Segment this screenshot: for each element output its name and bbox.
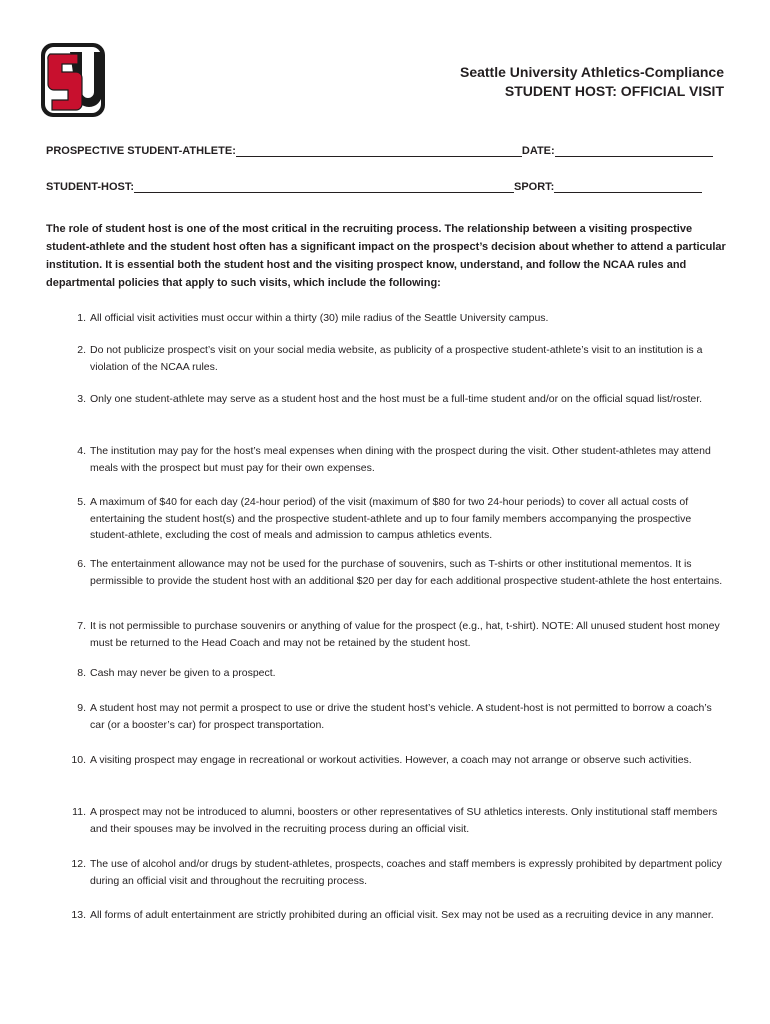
list-item	[46, 665, 726, 682]
list-item	[46, 310, 726, 327]
list-text: A prospect may not be introduced to alumni, boosters or other representatives of SU athletics interests. Only institutional staff members and their spouses may be involved in the recruiting process during an official visit.	[90, 806, 718, 835]
date-field[interactable]	[555, 144, 713, 157]
list-number: 10.	[71, 754, 86, 766]
list-number: 2.	[77, 344, 86, 356]
sport-label: SPORT:	[514, 181, 555, 193]
list-item	[46, 618, 726, 651]
seattle-university-logo	[40, 42, 106, 118]
list-number: 4.	[77, 445, 86, 457]
intro-paragraph: The role of student host is one of the most critical in the recruiting process. The relationship between a visiting prospective student-athlete and the student host often has a significant impact on the prospect’s decision about whether to attend a particular institution. It is essential both the student host and the visiting prospect know, understand, and follow the NCAA rules and departmental policies that apply to such visits, which include the following:	[46, 223, 726, 289]
list-item	[46, 752, 726, 769]
list-text: A visiting prospect may engage in recreational or workout activities. However, a coach may not arrange or observe such activities.	[90, 754, 692, 766]
list-item	[46, 494, 726, 544]
form-title: STUDENT HOST: OFFICIAL VISIT	[504, 83, 724, 99]
list-text: Do not publicize prospect’s visit on your social media website, as publicity of a prospective student-athlete’s visit to an institution is a violation of the NCAA rules.	[90, 344, 703, 373]
host-name-field[interactable]	[134, 180, 514, 193]
list-item	[46, 443, 726, 476]
list-text: The entertainment allowance may not be used for the purchase of souvenirs, such as T-shirts or other institutional mementos. It is permissible to provide the student host with an additional $20 per day for each additional prospective student-athlete the host entertains.	[90, 558, 723, 587]
list-number: 5.	[77, 496, 86, 508]
document-header	[460, 63, 724, 101]
list-item	[46, 804, 726, 837]
list-text: The institution may pay for the host’s meal expenses when dining with the prospect during the visit. Other student-athletes may attend meals with the prospect but must pay for their own expenses.	[90, 445, 711, 474]
list-number: 12.	[71, 858, 86, 870]
list-text: A student host may not permit a prospect to use or drive the student host’s vehicle. A student-host is not permitted to borrow a coach’s car (or a booster’s car) for prospect transportation.	[90, 702, 712, 731]
host-label: STUDENT-HOST:	[46, 181, 134, 193]
organization-name: Seattle University Athletics-Compliance	[459, 64, 724, 80]
list-number: 6.	[77, 558, 86, 570]
host-row	[46, 180, 702, 193]
list-item	[46, 342, 726, 375]
list-number: 3.	[77, 393, 86, 405]
list-number: 9.	[77, 702, 86, 714]
prospect-row	[46, 144, 713, 157]
sport-field[interactable]	[554, 180, 702, 193]
list-item	[46, 391, 726, 408]
list-number: 13.	[71, 909, 86, 921]
date-label: DATE:	[521, 145, 555, 157]
list-item	[46, 556, 726, 589]
list-number: 7.	[77, 620, 86, 632]
prospect-name-field[interactable]	[236, 144, 522, 157]
list-text: All official visit activities must occur within a thirty (30) mile radius of the Seattle University campus.	[90, 312, 549, 324]
list-text: It is not permissible to purchase souvenirs or anything of value for the prospect (e.g., hat, t-shirt). NOTE: All unused student host money must be returned to the Head Coach and may not be retained by the student host.	[90, 620, 720, 649]
list-text: The use of alcohol and/or drugs by student-athletes, prospects, coaches and staff members is expressly prohibited by department policy during an official visit and throughout the recruiting process.	[90, 858, 722, 887]
list-number: 11.	[72, 806, 86, 818]
list-number: 1.	[77, 312, 86, 324]
list-item	[46, 907, 726, 924]
list-text: A maximum of $40 for each day (24-hour period) of the visit (maximum of $80 for two 24-hour periods) to cover all actual costs of entertaining the student host(s) and the prospective student-athlete and up to four family members accompanying the prospective student-athlete, excluding the cost of meals and admission to campus athletics events.	[90, 496, 692, 541]
list-text: Only one student-athlete may serve as a student host and the host must be a full-time student and/or on the official squad list/roster.	[90, 393, 703, 405]
list-number: 8.	[77, 667, 86, 679]
list-item	[46, 856, 726, 889]
list-item	[46, 700, 726, 733]
list-text: Cash may never be given to a prospect.	[90, 667, 276, 679]
list-text: All forms of adult entertainment are strictly prohibited during an official visit. Sex may not be used as a recruiting device in any manner.	[90, 909, 714, 921]
prospect-label: PROSPECTIVE STUDENT-ATHLETE:	[46, 145, 236, 157]
